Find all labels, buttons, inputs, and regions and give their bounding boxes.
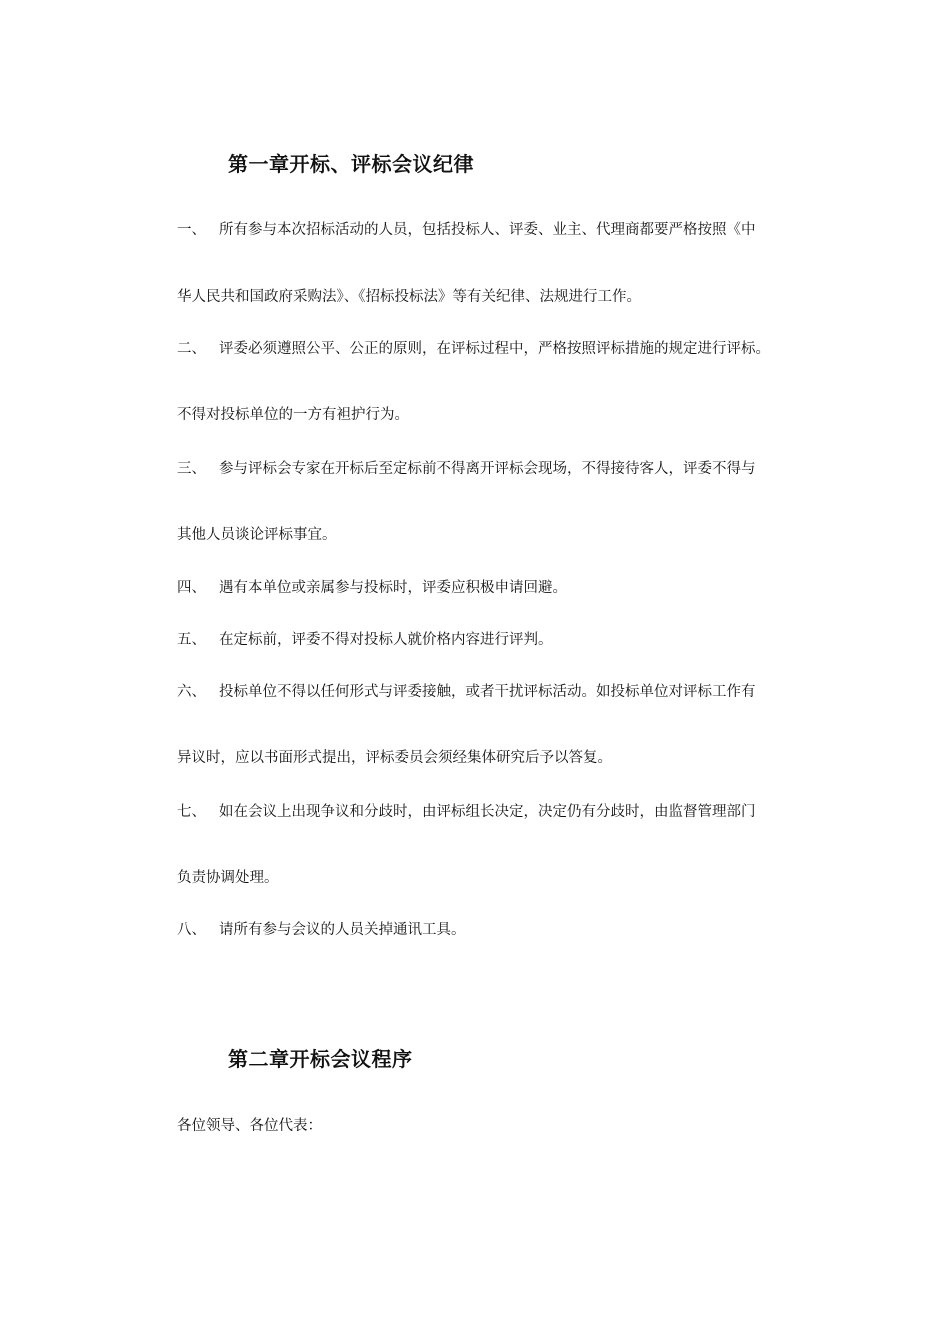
rule-number: 一、 xyxy=(177,222,206,238)
rule-item-3 xyxy=(177,457,756,478)
salutation: 各位领导、各位代表： xyxy=(177,1118,322,1134)
rule-text: 在定标前，评委不得对投标人就价格内容进行评判。 xyxy=(219,632,553,648)
rule-number: 四、 xyxy=(177,580,206,596)
rule-item-1 xyxy=(177,218,756,239)
rule-number: 五、 xyxy=(177,632,206,648)
rule-item-4 xyxy=(177,576,567,597)
rule-item-2-continuation: 不得对投标单位的一方有袒护行为。 xyxy=(177,407,409,423)
rule-number: 三、 xyxy=(177,461,206,477)
rule-item-2 xyxy=(177,337,770,358)
rule-number: 二、 xyxy=(177,341,206,357)
rule-number: 七、 xyxy=(177,804,206,820)
rule-text: 如在会议上出现争议和分歧时，由评标组长决定，决定仍有分歧时，由监督管理部门 xyxy=(219,804,756,820)
rule-item-1-continuation: 华人民共和国政府采购法》、《招标投标法》等有关纪律、法规进行工作。 xyxy=(177,289,641,305)
rule-text: 投标单位不得以任何形式与评委接触，或者干扰评标活动。如投标单位对评标工作有 xyxy=(219,684,756,700)
chapter2-title: 第二章开标会议程序 xyxy=(228,1047,413,1071)
rule-item-6 xyxy=(177,680,756,701)
rule-item-7 xyxy=(177,800,756,821)
rule-item-5 xyxy=(177,628,553,649)
rule-item-3-continuation: 其他人员谈论评标事宜。 xyxy=(177,527,337,543)
rule-number: 六、 xyxy=(177,684,206,700)
rule-item-8 xyxy=(177,918,466,939)
rule-text: 所有参与本次招标活动的人员，包括投标人、评委、业主、代理商都要严格按照《中 xyxy=(219,222,756,238)
rule-item-6-continuation: 异议时，应以书面形式提出，评标委员会须经集体研究后予以答复。 xyxy=(177,750,612,766)
rule-text: 评委必须遵照公平、公正的原则，在评标过程中，严格按照评标措施的规定进行评标。 xyxy=(219,341,770,357)
chapter1-title: 第一章开标、评标会议纪律 xyxy=(228,152,474,176)
rule-text: 请所有参与会议的人员关掉通讯工具。 xyxy=(219,922,466,938)
rule-text: 参与评标会专家在开标后至定标前不得离开评标会现场，不得接待客人，评委不得与 xyxy=(219,461,756,477)
rule-number: 八、 xyxy=(177,922,206,938)
rule-item-7-continuation: 负责协调处理。 xyxy=(177,870,279,886)
rule-text: 遇有本单位或亲属参与投标时，评委应积极申请回避。 xyxy=(219,580,567,596)
